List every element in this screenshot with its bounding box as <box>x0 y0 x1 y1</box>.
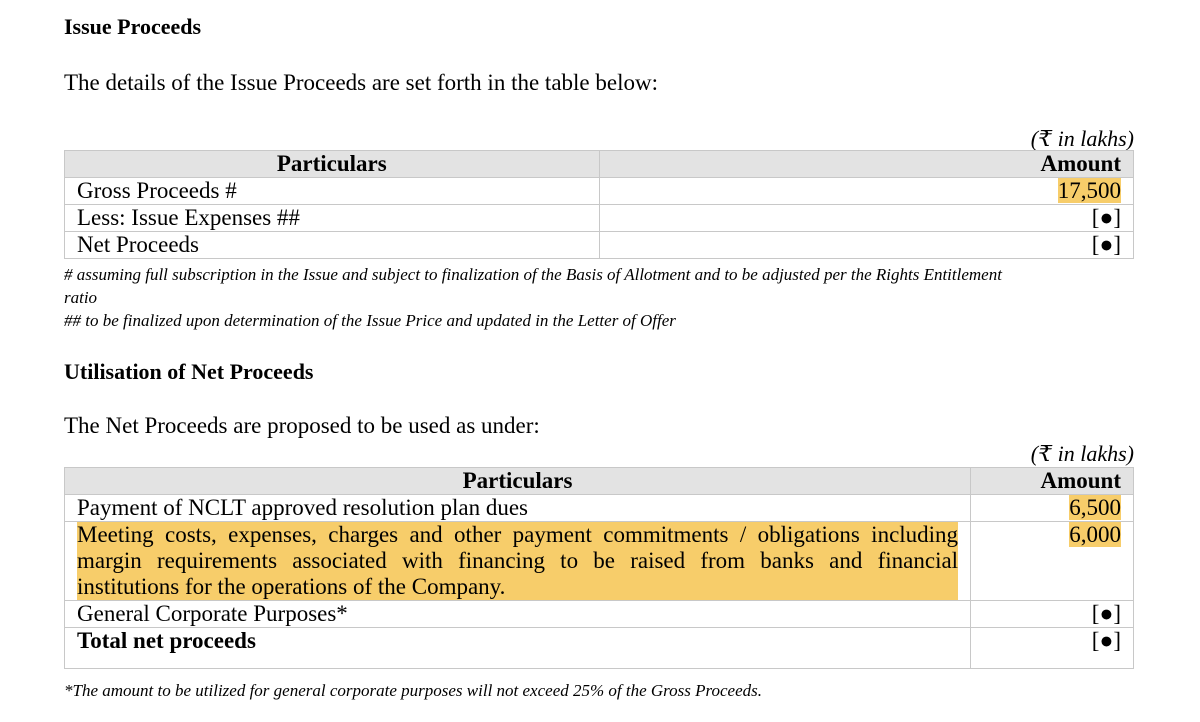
row-amount: [●] <box>971 601 1134 628</box>
row-amount: [●] <box>599 205 1133 232</box>
table-row <box>65 178 1134 205</box>
row-amount <box>599 178 1133 205</box>
row-particular <box>65 522 971 601</box>
section-heading-issue-proceeds: Issue Proceeds <box>64 14 202 39</box>
unit-label: (₹ in lakhs) <box>1030 441 1134 466</box>
issue-proceeds-table <box>64 150 1134 259</box>
row-amount <box>971 522 1134 601</box>
table-row <box>65 522 1134 601</box>
footnote-gross-proceeds-cont: ratio <box>64 288 98 307</box>
row-amount <box>971 495 1134 522</box>
column-header-amount: Amount <box>971 468 1134 495</box>
row-particular: Less: Issue Expenses ## <box>65 205 600 232</box>
column-header-amount: Amount <box>599 151 1133 178</box>
highlighted-amount: 6,000 <box>1069 522 1121 547</box>
footnote-general-corporate-purposes: *The amount to be utilized for general corporate purposes will not exceed 25% of the Gross Proceeds. <box>64 681 763 700</box>
column-header-particulars: Particulars <box>65 468 971 495</box>
footnote-gross-proceeds: # assuming full subscription in the Issue and subject to finalization of the Basis of Allotment and to be adjusted per the Rights Entitlement <box>64 265 1002 284</box>
highlighted-amount: 17,500 <box>1057 178 1121 203</box>
table-row-total <box>65 628 1134 669</box>
table-row <box>65 205 1134 232</box>
row-particular: Net Proceeds <box>65 232 600 259</box>
row-amount: [●] <box>599 232 1133 259</box>
table-row <box>65 601 1134 628</box>
table-header-row <box>65 468 1134 495</box>
footnote-issue-expenses: ## to be finalized upon determination of the Issue Price and updated in the Letter of Offer <box>64 311 676 330</box>
row-particular: Total net proceeds <box>65 628 971 669</box>
highlighted-amount: 6,500 <box>1069 495 1121 520</box>
highlighted-particular: Meeting costs, expenses, charges and other payment commitments / obligations including margin requirements associated with financing to be raised from banks and financial institutions for the operations of the Company. <box>77 522 959 599</box>
row-particular: General Corporate Purposes* <box>65 601 971 628</box>
row-particular: Gross Proceeds # <box>65 178 600 205</box>
row-amount: [●] <box>971 628 1134 669</box>
row-particular: Payment of NCLT approved resolution plan dues <box>65 495 971 522</box>
issue-proceeds-intro: The details of the Issue Proceeds are set forth in the table below: <box>64 70 658 95</box>
table-row <box>65 495 1134 522</box>
utilisation-intro: The Net Proceeds are proposed to be used as under: <box>64 413 540 438</box>
table-header-row <box>65 151 1134 178</box>
section-heading-utilisation: Utilisation of Net Proceeds <box>64 359 314 384</box>
column-header-particulars: Particulars <box>65 151 600 178</box>
table-row <box>65 232 1134 259</box>
unit-label: (₹ in lakhs) <box>1030 126 1134 151</box>
utilisation-table <box>64 467 1134 669</box>
